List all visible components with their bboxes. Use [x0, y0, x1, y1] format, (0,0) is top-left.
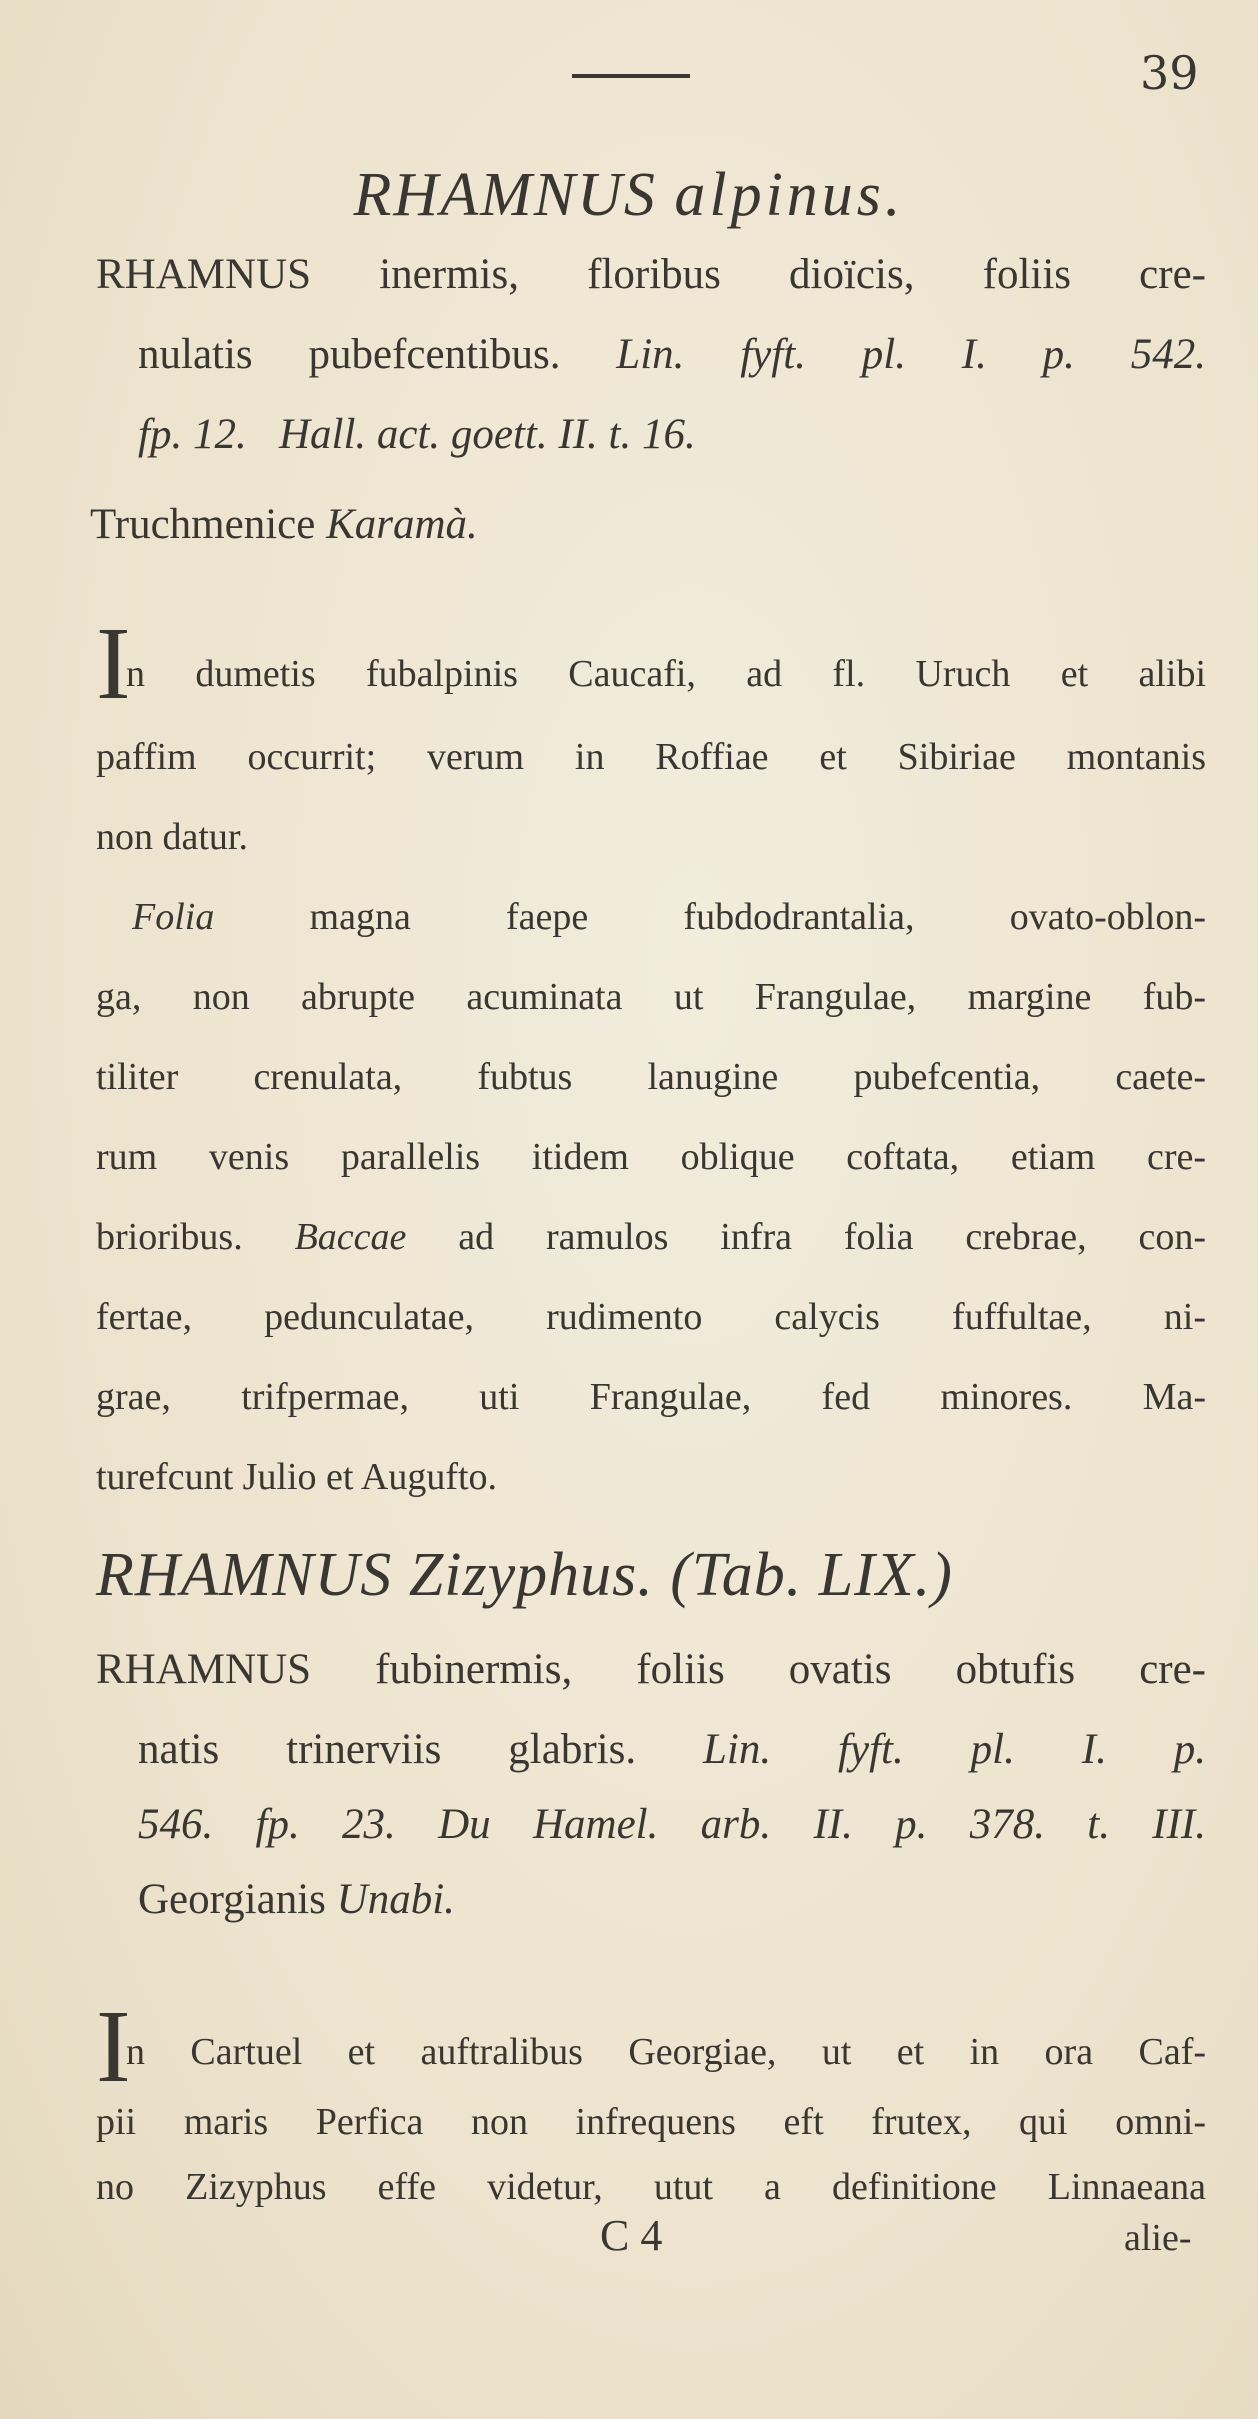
entry-heading-zizyphus: RHAMNUS Zizyphus. (Tab. LIX.): [96, 1541, 953, 1609]
diagnosis-line-3: fp. 12. Hall. act. goett. II. t. 16.: [138, 411, 696, 458]
paragraph-line: pii maris Perfica non infrequens eft frutex, qui omni-: [96, 2101, 1206, 2143]
diagnosis-line-2: nulatis pubefcentibus. Lin. fyft. pl. I. p. 542.: [138, 331, 1207, 378]
entry-heading-alpinus: [0, 160, 1258, 231]
paragraph-line: brioribus. Baccae ad ramulos infra folia crebrae, con-: [96, 1216, 1206, 1258]
reference-linnaeus: Lin. fyft. pl. I. p.: [703, 1726, 1206, 1773]
paragraph-line: non datur.: [96, 816, 248, 858]
vernacular-name: Karamà.: [326, 501, 478, 548]
paragraph-line: grae, trifpermae, uti Frangulae, fed minores. Ma-: [96, 1376, 1206, 1418]
paragraph-line: paffim occurrit; verum in Roffiae et Sibiriae montanis: [96, 736, 1206, 778]
paragraph-line: turefcunt Julio et Augufto.: [96, 1456, 498, 1498]
paragraph-line: no Zizyphus effe videtur, utut a definitione Linnaeana: [96, 2166, 1206, 2208]
vernacular-line: Truchmenice Karamà.: [90, 501, 478, 548]
diagnosis-line-1: RHAMNUS fubinermis, foliis ovatis obtufis cre-: [96, 1646, 1206, 1693]
signature-mark: C 4: [600, 2211, 663, 2260]
paragraph-line: Folia magna faepe fubdodrantalia, ovato-oblon-: [132, 896, 1206, 938]
heading-genus: RHAMNUS: [353, 161, 657, 229]
diagnosis-line-3: [138, 1800, 1206, 1849]
page-number: 39: [1140, 46, 1199, 100]
diagnosis-line-1: RHAMNUS inermis, floribus dioïcis, foliis cre-: [96, 251, 1206, 298]
paragraph-line: fertae, pedunculatae, rudimento calycis fuffultae, ni-: [96, 1296, 1206, 1338]
heading-species: alpinus.: [674, 161, 905, 229]
reference-linnaeus: Lin. fyft. pl. I. p. 542.: [616, 331, 1207, 378]
reference-haller: Hall. act. goett. II. t. 16.: [278, 411, 696, 458]
baccae-label: Baccae: [294, 1216, 407, 1258]
folia-label: Folia: [132, 896, 215, 938]
paragraph-line: rum venis parallelis itidem oblique coftata, etiam cre-: [96, 1136, 1206, 1178]
diagnosis-line-2: natis trinerviis glabris. Lin. fyft. pl. I. p.: [138, 1726, 1206, 1773]
paragraph-line: ga, non abrupte acuminata ut Frangulae, margine fub-: [96, 976, 1206, 1018]
paragraph-line: tiliter crenulata, fubtus lanugine pubefcentia, caete-: [96, 1056, 1206, 1098]
vernacular-name: Unabi.: [336, 1876, 455, 1923]
reference-duhamel: 546. fp. 23. Du Hamel. arb. II. p. 378. t. III.: [138, 1801, 1206, 1848]
header-rule: [572, 74, 690, 78]
drop-cap: I: [96, 1989, 131, 2104]
paragraph-line: n dumetis fubalpinis Caucafi, ad fl. Uruch et alibi: [126, 653, 1206, 695]
vernacular-line: Georgianis Unabi.: [138, 1876, 455, 1923]
drop-cap: I: [96, 606, 131, 721]
catchword: alie-: [1124, 2217, 1192, 2259]
paragraph-line: n Cartuel et auftralibus Georgiae, ut et in ora Caf-: [126, 2031, 1206, 2073]
